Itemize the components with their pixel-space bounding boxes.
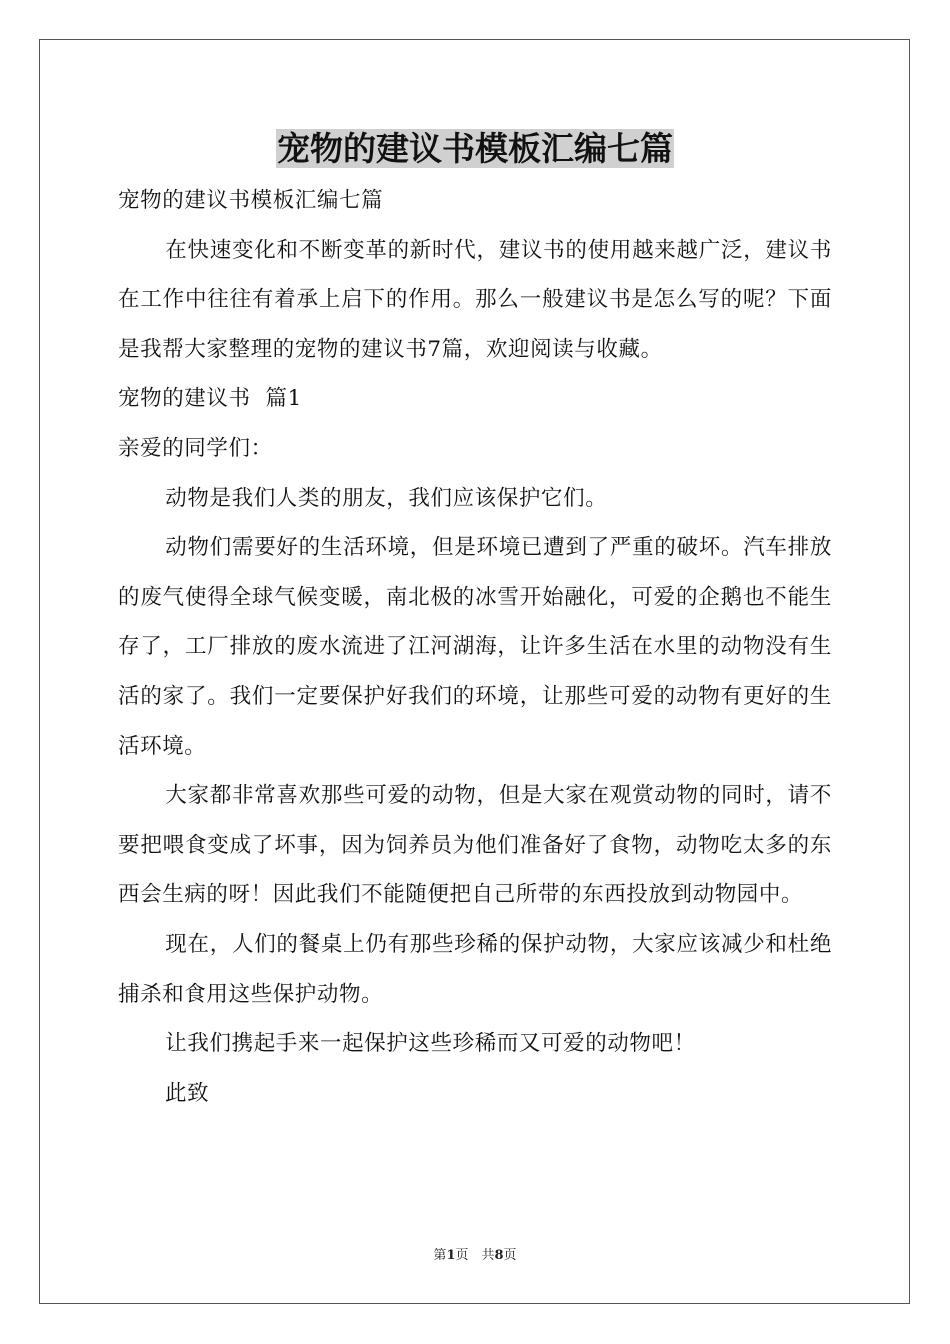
body-paragraph-4: 现在，人们的餐桌上仍有那些珍稀的保护动物，大家应该减少和杜绝捕杀和食用这些保护动物。 [118, 931, 832, 1007]
closing-phrase: 此致 [165, 1080, 210, 1106]
footer-page-total: 8 [494, 1248, 504, 1263]
page-footer [0, 1247, 950, 1265]
body-paragraph-3: 大家都非常喜欢那些可爱的动物，但是大家在观赏动物的同时，请不要把喂食变成了坏事，因为饲养员为他们准备好了食物，动物吃太多的东西会生病的呀！因此我们不能随便把自己所带的东西投放到动物园中。 [118, 783, 832, 908]
section-heading: 宠物的建议书 篇1 [118, 386, 302, 412]
intro-paragraph: 在快速变化和不断变革的新时代，建议书的使用越来越广泛，建议书在工作中往往有着承上启下的作用。那么一般建议书是怎么写的呢？下面是我帮大家整理的宠物的建议书7篇，欢迎阅读与收藏。 [118, 237, 832, 362]
document-title-text: 宠物的建议书模板汇编七篇 [277, 129, 673, 168]
body-paragraph-5: 让我们携起手来一起保护这些珍稀而又可爱的动物吧！ [165, 1031, 696, 1057]
document-title [0, 126, 950, 172]
document-subtitle: 宠物的建议书模板汇编七篇 [118, 188, 384, 213]
body-paragraph-2: 动物们需要好的生活环境，但是环境已遭到了严重的破坏。汽车排放的废气使得全球气候变暖，南北极的冰雪开始融化，可爱的企鹅也不能生存了，工厂排放的废水流进了江河湖海，让许多生活在水里的动物没有生活的家了。我们一定要保护好我们的环境，让那些可爱的动物有更好的生活环境。 [118, 535, 832, 759]
body-paragraph-1: 动物是我们人类的朋友，我们应该保护它们。 [165, 485, 608, 511]
footer-page-mid: 页 共 [455, 1248, 495, 1263]
footer-page-current: 1 [446, 1248, 456, 1263]
salutation: 亲爱的同学们： [118, 435, 273, 461]
footer-page-prefix: 第 [433, 1248, 447, 1263]
footer-page-suffix: 页 [503, 1248, 517, 1263]
document-body [118, 176, 832, 1118]
